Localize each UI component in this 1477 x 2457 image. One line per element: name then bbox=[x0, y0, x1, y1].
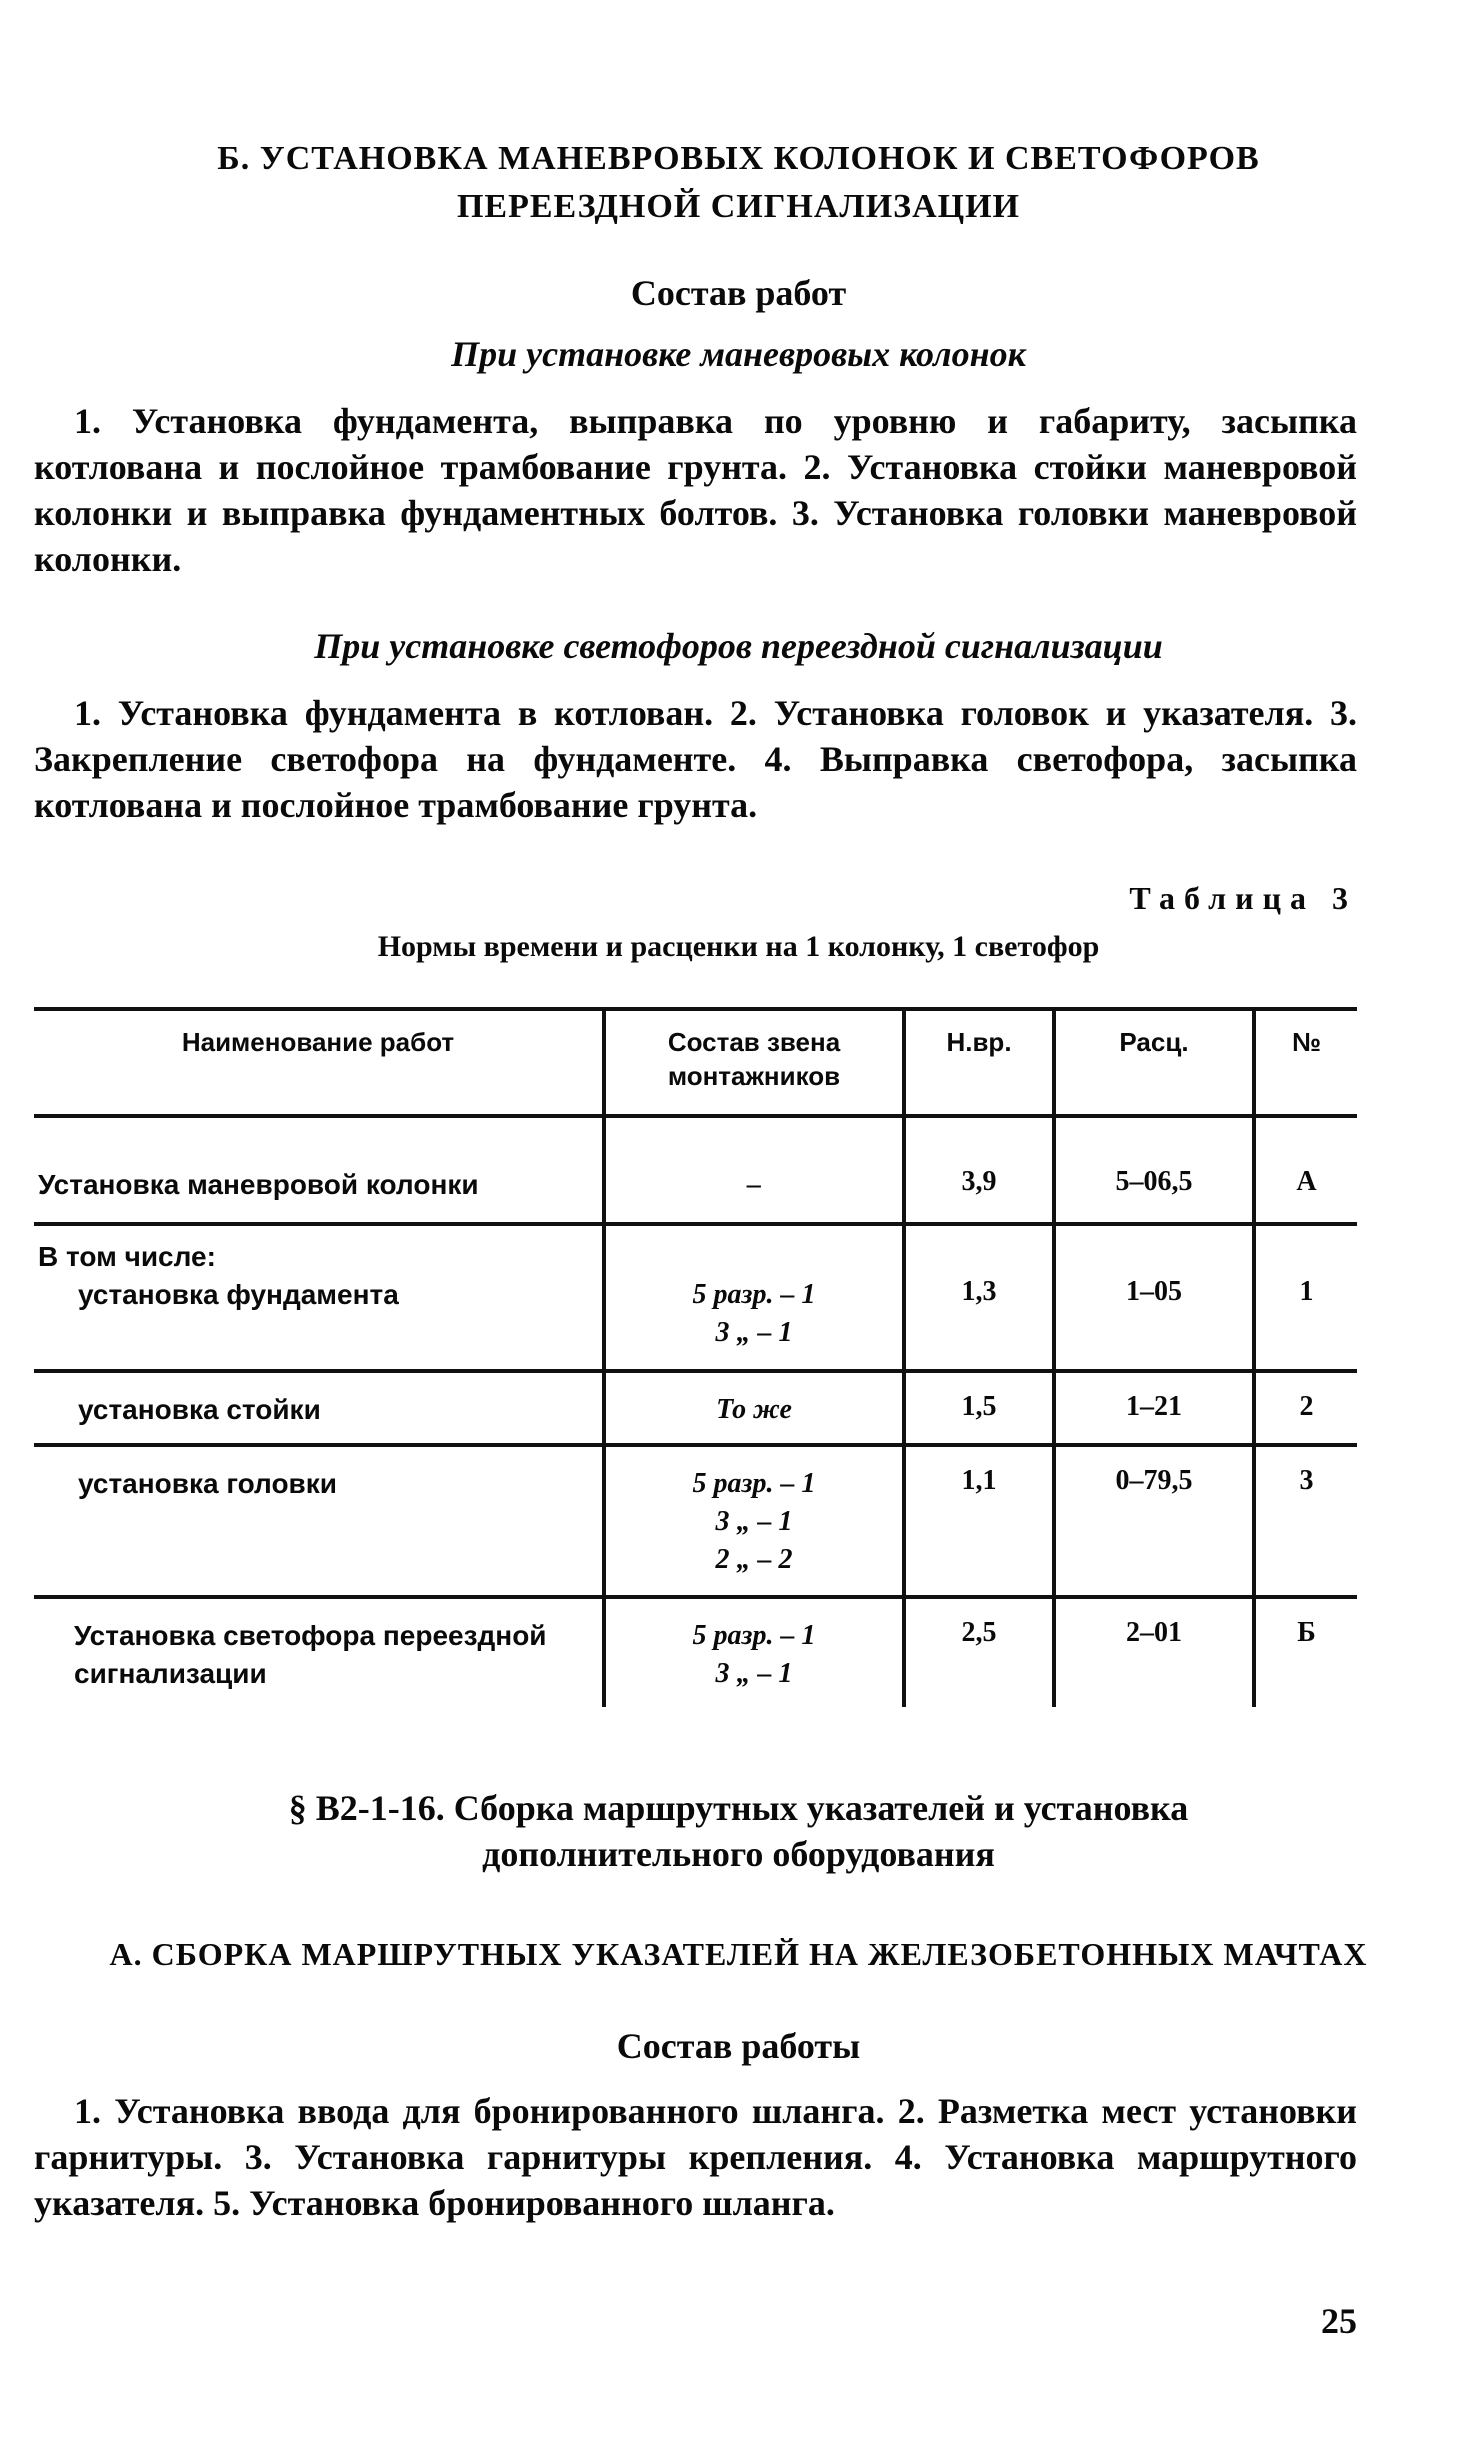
paragraph-crossing-signals: 1. Установка фундамента в котлован. 2. Установка головок и указателя. 3. Закрепление светофора на фундаменте. 4. Выправка светофора, засыпка котлована и послойное трамбование грунта. bbox=[34, 693, 1357, 825]
paragraph-title-line1: § В2-1-16. Сборка маршрутных указателей и установка bbox=[288, 1788, 1189, 1828]
row-crew bbox=[604, 1597, 904, 1707]
header-number: № bbox=[1254, 1009, 1357, 1116]
crew-line: 3 „ – 1 bbox=[715, 1317, 793, 1348]
header-crew-line2: монтажников bbox=[667, 1061, 841, 1091]
header-crew bbox=[604, 1009, 904, 1116]
crew-line: 3 „ – 1 bbox=[715, 1506, 793, 1537]
row-rate: 5–06,5 bbox=[1054, 1116, 1254, 1224]
row-crew bbox=[604, 1224, 904, 1371]
row-time: 1,5 bbox=[904, 1371, 1054, 1445]
row-number: 1 bbox=[1254, 1224, 1357, 1371]
norms-table bbox=[34, 1007, 1357, 1707]
row-name bbox=[34, 1224, 604, 1371]
subheading-crossing-signals: При установке светофоров переездной сигнализации bbox=[314, 626, 1163, 666]
row-number: Б bbox=[1254, 1597, 1357, 1707]
crew-line: То же bbox=[716, 1394, 792, 1425]
header-rate: Расц. bbox=[1054, 1009, 1254, 1116]
table-label: Таблица 3 bbox=[1129, 880, 1357, 916]
row-name-text: установка фундамента bbox=[78, 1279, 399, 1310]
table-row bbox=[34, 1597, 1357, 1707]
row-rate: 1–21 bbox=[1054, 1371, 1254, 1445]
row-number: 2 bbox=[1254, 1371, 1357, 1445]
row-number: А bbox=[1254, 1116, 1357, 1224]
crew-line: 5 разр. – 1 bbox=[692, 1468, 816, 1499]
crew-line: – bbox=[747, 1169, 761, 1200]
row-crew bbox=[604, 1445, 904, 1597]
page-number: 25 bbox=[1321, 2301, 1357, 2341]
header-name: Наименование работ bbox=[181, 1027, 455, 1057]
crew-line: 2 „ – 2 bbox=[715, 1544, 793, 1575]
row-time: 1,1 bbox=[904, 1445, 1054, 1597]
row-rate: 0–79,5 bbox=[1054, 1445, 1254, 1597]
row-name-text: установка стойки bbox=[78, 1394, 321, 1425]
header-time: Н.вр. bbox=[904, 1009, 1054, 1116]
table-row bbox=[34, 1116, 1357, 1224]
work-composition-title: Состав работ bbox=[630, 273, 847, 313]
row-number: 3 bbox=[1254, 1445, 1357, 1597]
subheading-shunting-columns: При установке маневровых колонок bbox=[451, 334, 1026, 374]
row-rate: 1–05 bbox=[1054, 1224, 1254, 1371]
row-name bbox=[34, 1445, 604, 1597]
paragraph-title-line2: дополнительного оборудования bbox=[482, 1834, 995, 1874]
crew-line: 3 „ – 1 bbox=[715, 1658, 793, 1689]
row-crew bbox=[604, 1116, 904, 1224]
paragraph-route-indicators: 1. Установка ввода для бронированного шланга. 2. Разметка мест установки гарнитуры. 3. Установка гарнитуры крепления. 4. Установка маршрутного указателя. 5. Установка бронированного шланга. bbox=[34, 2091, 1357, 2223]
header-crew-line1: Состав звена bbox=[667, 1027, 841, 1057]
row-time: 2,5 bbox=[904, 1597, 1054, 1707]
table-header-row bbox=[34, 1009, 1357, 1116]
row-name-prefix: В том числе: bbox=[38, 1241, 216, 1272]
row-rate: 2–01 bbox=[1054, 1597, 1254, 1707]
row-name bbox=[34, 1371, 604, 1445]
table-row bbox=[34, 1445, 1357, 1597]
crew-line: 5 разр. – 1 bbox=[692, 1620, 816, 1651]
table-row bbox=[34, 1371, 1357, 1445]
table-title: Нормы времени и расценки на 1 колонку, 1 светофор bbox=[377, 930, 1100, 963]
row-name: Установка светофора переездной сигнализации bbox=[74, 1620, 547, 1689]
paragraph-shunting-columns: 1. Установка фундамента, выправка по уровню и габариту, засыпка котлована и послойное трамбование грунта. 2. Установка стойки маневровой колонки и выправка фундаментных болтов. 3. Установка головки маневровой колонки. bbox=[34, 401, 1357, 579]
section-heading-line2: ПЕРЕЕЗДНОЙ СИГНАЛИЗАЦИИ bbox=[456, 188, 1020, 225]
row-time: 1,3 bbox=[904, 1224, 1054, 1371]
row-crew bbox=[604, 1371, 904, 1445]
section-heading-line1: Б. УСТАНОВКА МАНЕВРОВЫХ КОЛОНОК И СВЕТОФОРОВ bbox=[217, 140, 1260, 177]
section-heading-a: А. СБОРКА МАРШРУТНЫХ УКАЗАТЕЛЕЙ НА ЖЕЛЕЗОБЕТОННЫХ МАЧТАХ bbox=[109, 1936, 1368, 1972]
table-row bbox=[34, 1224, 1357, 1371]
row-name-text: установка головки bbox=[78, 1468, 337, 1499]
crew-line: 5 разр. – 1 bbox=[692, 1279, 816, 1310]
row-time: 3,9 bbox=[904, 1116, 1054, 1224]
row-name: Установка маневровой колонки bbox=[38, 1169, 479, 1200]
work-composition-title-2: Состав работы bbox=[616, 2026, 861, 2066]
